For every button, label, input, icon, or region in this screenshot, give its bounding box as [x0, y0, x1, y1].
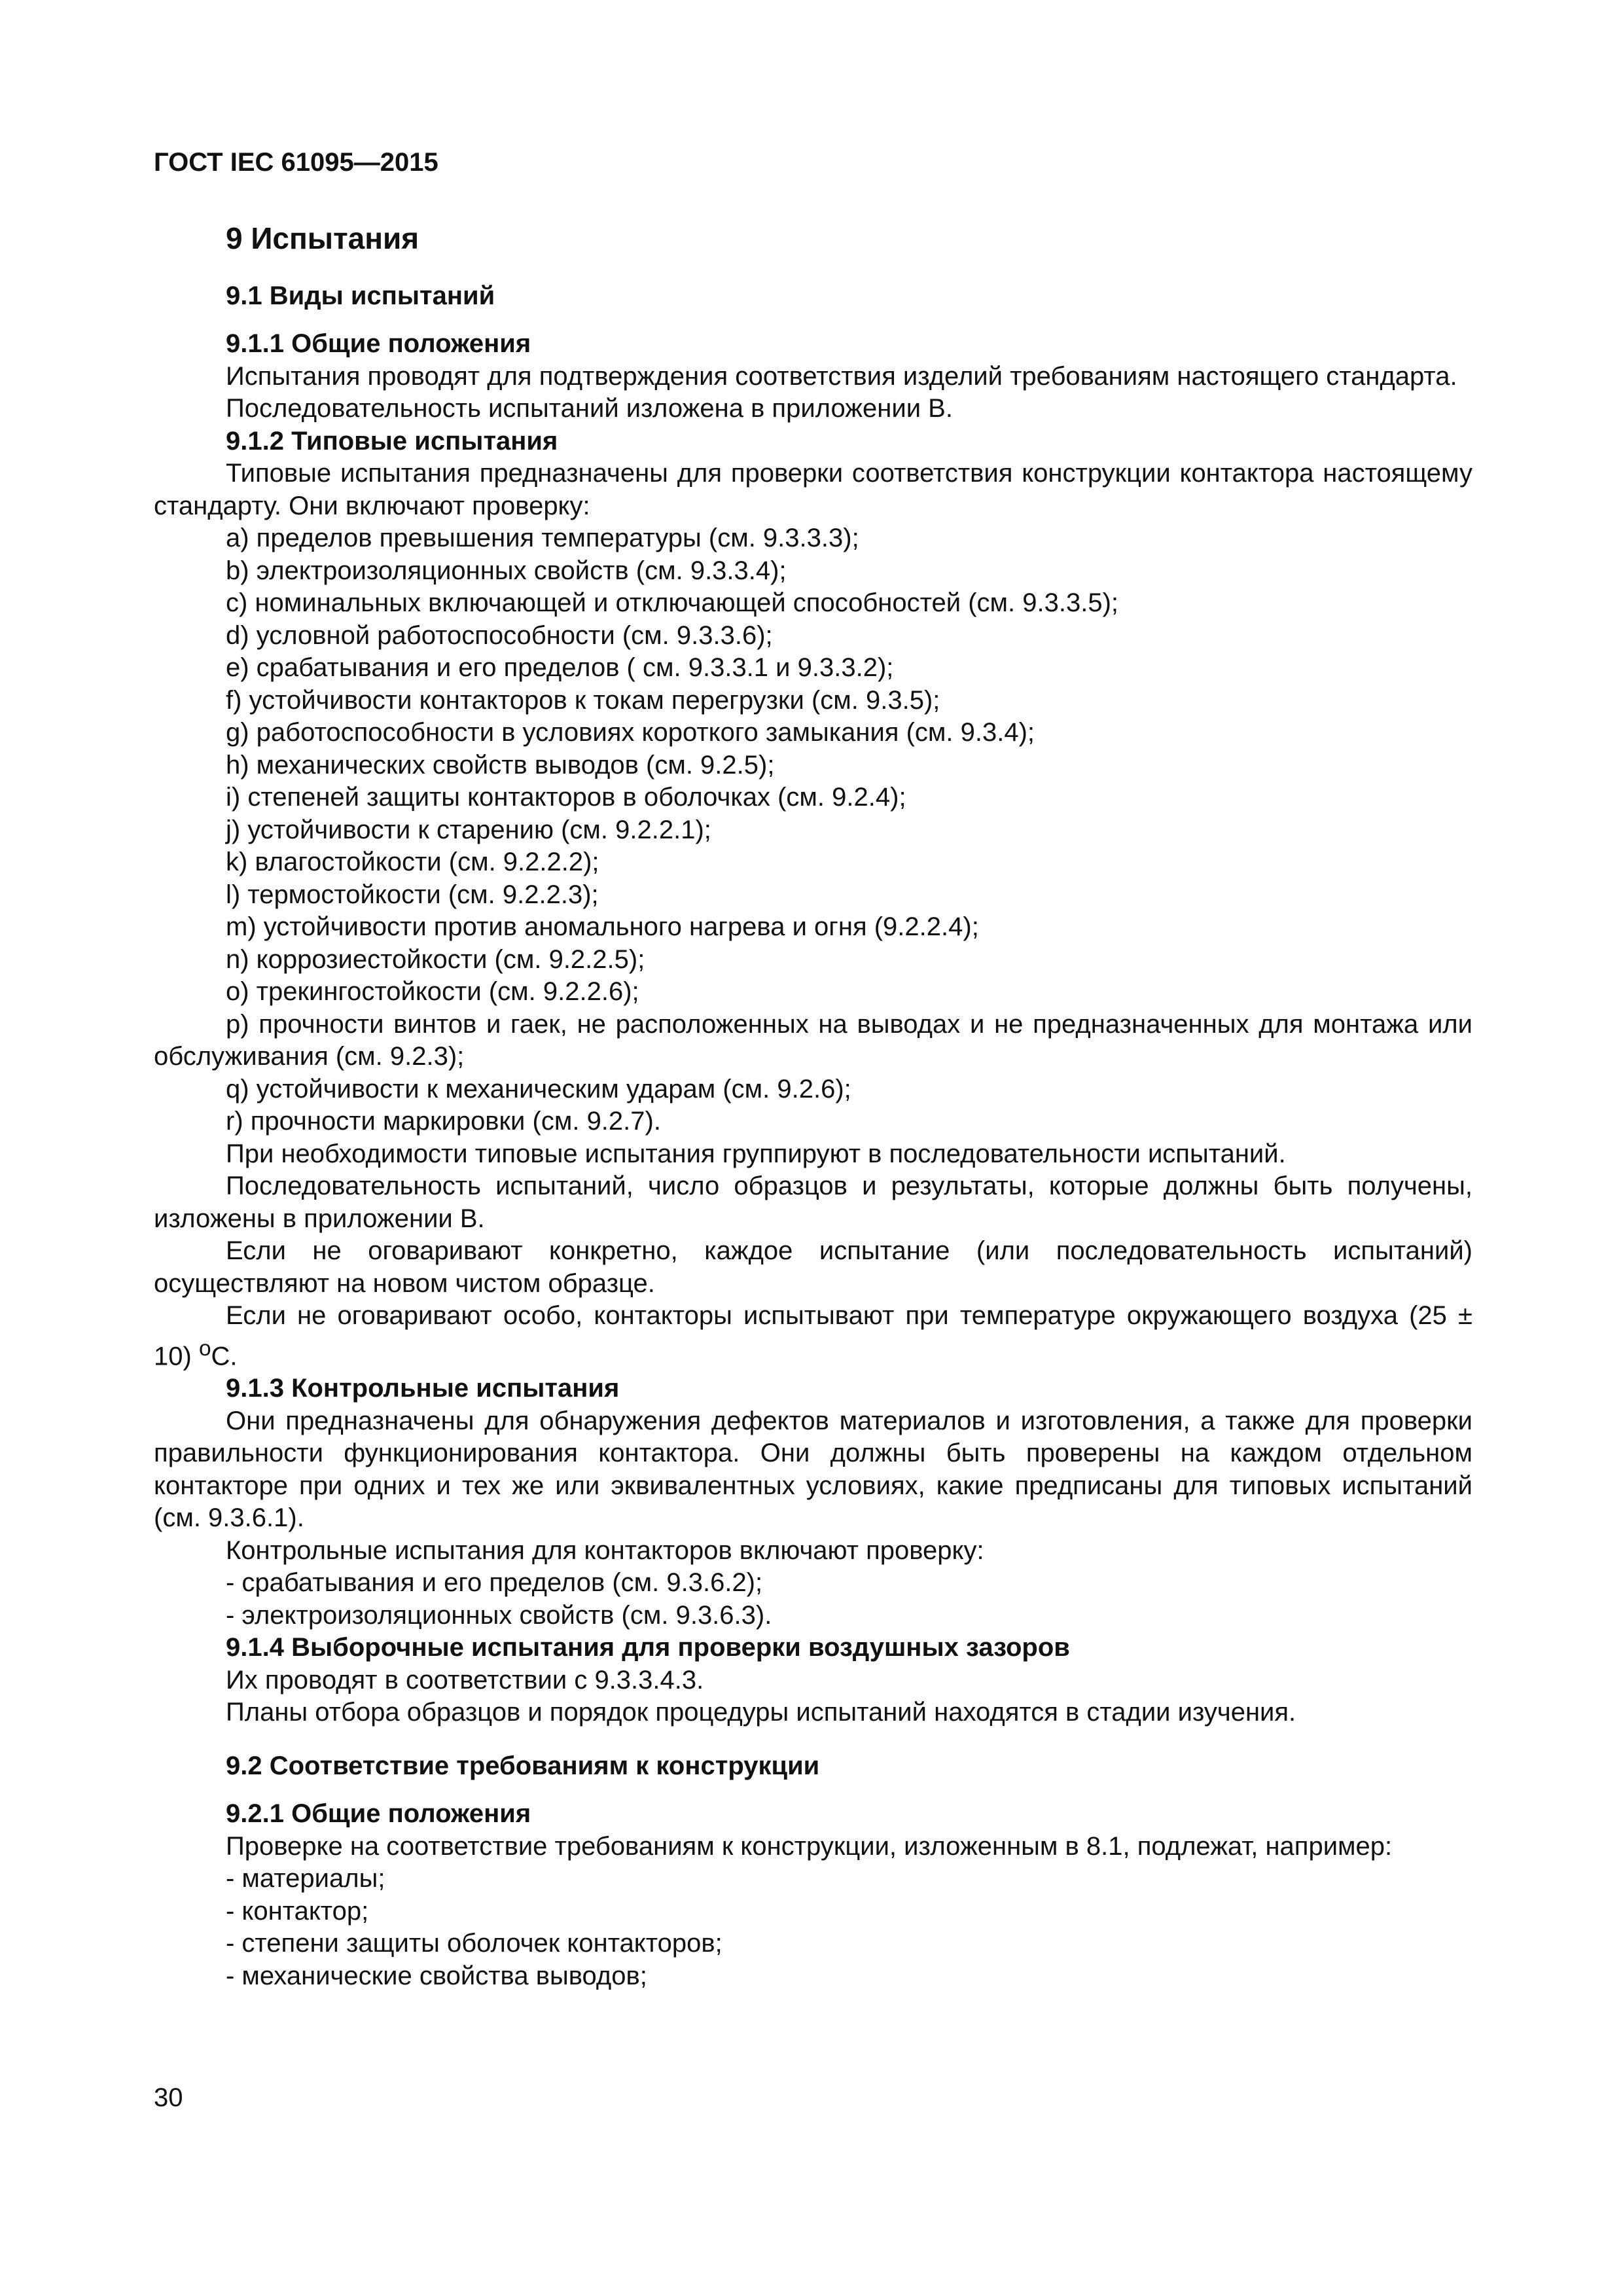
list-item: r) прочности маркировки (см. 9.2.7).: [226, 1107, 661, 1136]
paragraph: Если не оговаривают конкретно, каждое испытание (или последовательность испытаний) осуществляют на новом чистом образце.: [154, 1236, 1472, 1298]
heading-9-1-1: 9.1.1 Общие положения: [226, 329, 531, 358]
list-item: j) устойчивости к старению (см. 9.2.2.1);: [226, 815, 711, 844]
page-number: 30: [154, 2083, 183, 2112]
heading-9-1-4: 9.1.4 Выборочные испытания для проверки воздушных зазоров: [226, 1633, 1070, 1662]
list-item: - контактор;: [226, 1896, 369, 1926]
heading-9-1-3: 9.1.3 Контрольные испытания: [226, 1374, 620, 1403]
text-run: С.: [211, 1341, 238, 1371]
paragraph: Типовые испытания предназначены для проверки соответствия конструкции контактора настоящему стандарту. Они включают проверку:: [154, 459, 1472, 520]
list-item: - электроизоляционных свойств (см. 9.3.6.3).: [226, 1600, 772, 1630]
list-item: - срабатывания и его пределов (см. 9.3.6.2);: [226, 1568, 763, 1598]
degree-sign: о: [198, 1336, 211, 1361]
list-item: - механические свойства выводов;: [226, 1961, 647, 1990]
list-item: g) работоспособности в условиях короткого замыкания (см. 9.3.4);: [226, 718, 1035, 747]
list-item: b) электроизоляционных свойств (см. 9.3.3.4);: [226, 556, 787, 585]
paragraph: Последовательность испытаний, число образцов и результаты, которые должны быть получены, изложены в приложении В.: [154, 1172, 1472, 1233]
heading-9-2: 9.2 Соответствие требованиям к конструкции: [226, 1751, 820, 1780]
list-item: o) трекингостойкости (см. 9.2.2.6);: [226, 977, 639, 1006]
list-item: q) устойчивости к механическим ударам (см. 9.2.6);: [226, 1074, 851, 1103]
paragraph: Они предназначены для обнаружения дефектов материалов и изготовления, а также для проверки правильности функционирования контактора. Они должны быть проверены на каждом отдельном контакторе при одних и тех же или эквивалентных условиях, какие предписаны для типовых испытаний (см. 9.3.6.1).: [154, 1406, 1472, 1533]
paragraph-temperature: [154, 1300, 1472, 1372]
paragraph: При необходимости типовые испытания группируют в последовательности испытаний.: [226, 1139, 1286, 1168]
paragraph: Проверке на соответствие требованиям к конструкции, изложенным в 8.1, подлежат, например:: [226, 1831, 1393, 1861]
heading-9-2-1: 9.2.1 Общие положения: [226, 1799, 531, 1829]
list-item: - степени защиты оболочек контакторов;: [226, 1929, 722, 1958]
list-item: - материалы;: [226, 1864, 385, 1893]
list-item: n) коррозиестойкости (см. 9.2.2.5);: [226, 944, 645, 974]
running-header: ГОСТ IEC 61095—2015: [154, 148, 438, 177]
text-run: Если не оговаривают особо, контакторы испытывают при температуре окружающего воздуха (25 ± 10): [154, 1301, 1472, 1371]
paragraph: Планы отбора образцов и порядок процедуры испытаний находятся в стадии изучения.: [226, 1698, 1296, 1727]
list-item: p) прочности винтов и гаек, не расположенных на выводах и не предназначенных для монтажа или обслуживания (см. 9.2.3);: [154, 1009, 1472, 1071]
paragraph: Их проводят в соответствии с 9.3.3.4.3.: [226, 1665, 704, 1695]
list-item: a) пределов превышения температуры (см. 9.3.3.3);: [226, 524, 859, 552]
heading-9-1-2: 9.1.2 Типовые испытания: [226, 426, 558, 456]
list-item: k) влагостойкости (см. 9.2.2.2);: [226, 848, 599, 876]
page-content: [154, 223, 1472, 1992]
list-item: c) номинальных включающей и отключающей способностей (см. 9.3.3.5);: [226, 588, 1119, 617]
paragraph: Контрольные испытания для контакторов включают проверку:: [226, 1535, 984, 1565]
section-title: 9 Испытания: [226, 221, 419, 255]
paragraph: Последовательность испытаний изложена в приложении В.: [226, 394, 953, 423]
list-item: m) устойчивости против аномального нагрева и огня (9.2.2.4);: [226, 912, 979, 941]
list-item: f) устойчивости контакторов к токам перегрузки (см. 9.3.5);: [226, 685, 940, 715]
heading-9-1: 9.1 Виды испытаний: [226, 281, 495, 310]
list-item: l) термостойкости (см. 9.2.2.3);: [226, 880, 599, 909]
paragraph: Испытания проводят для подтверждения соответствия изделий требованиям настоящего стандарта.: [226, 361, 1457, 391]
list-item: h) механических свойств выводов (см. 9.2.5);: [226, 750, 775, 780]
list-item: e) срабатывания и его пределов ( см. 9.3.3.1 и 9.3.3.2);: [226, 653, 894, 682]
list-item: d) условной работоспособности (см. 9.3.3.6);: [226, 620, 773, 650]
list-item: i) степеней защиты контакторов в оболочках (см. 9.2.4);: [226, 783, 906, 812]
